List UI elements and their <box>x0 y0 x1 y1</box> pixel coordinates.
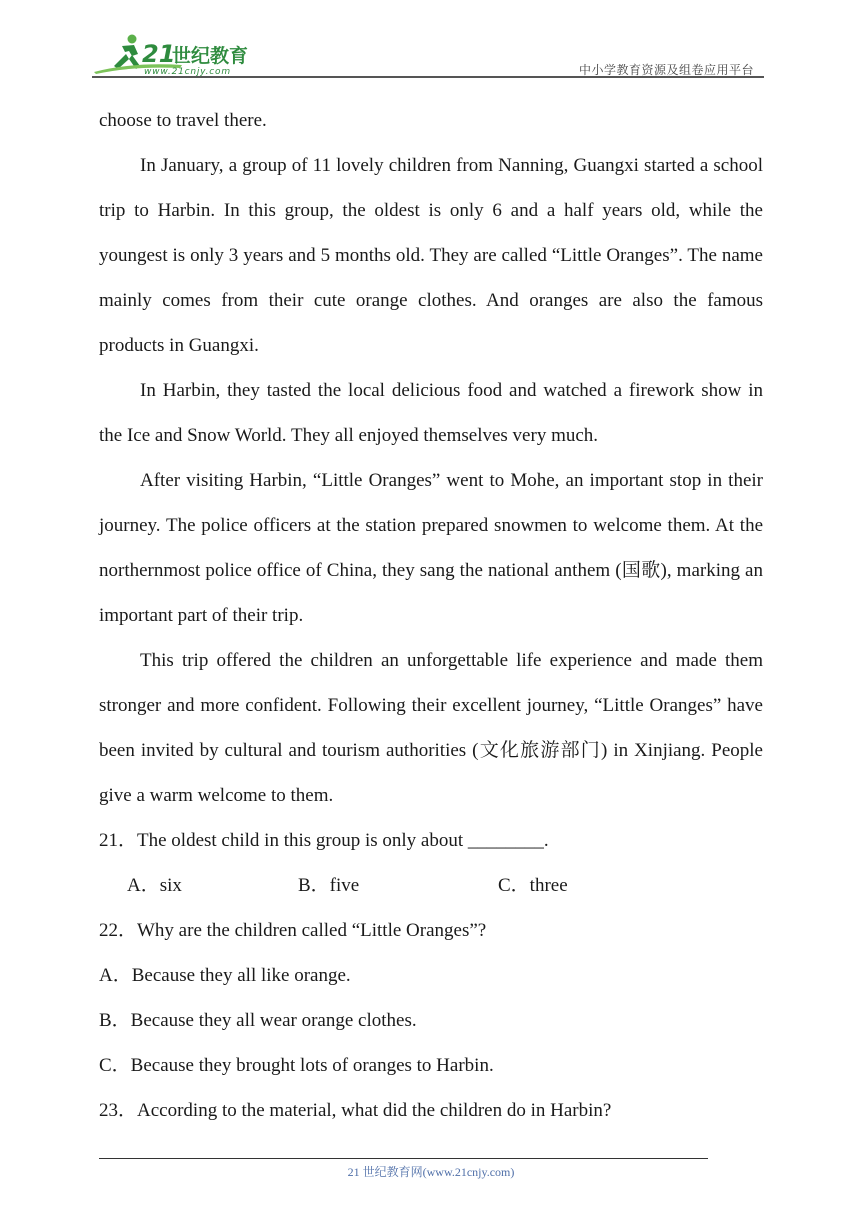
page-content <box>99 98 763 1133</box>
passage-paragraph: This trip offered the children an unforgettable life experience and made them stronger and more confident. Following their excellent journey, “Little Oranges” have been invited by cultural and tourism authorities (文化旅游部门) in Xinjiang. People give a warm welcome to them. <box>99 650 763 806</box>
option-a[interactable]: A．six <box>127 875 182 896</box>
question-22: 22．Why are the children called “Little Oranges”? <box>99 920 487 941</box>
option-c[interactable]: C．Because they brought lots of oranges to Harbin. <box>99 1055 494 1076</box>
passage-paragraph: choose to travel there. <box>99 110 267 131</box>
passage-paragraph: After visiting Harbin, “Little Oranges” went to Mohe, an important stop in their journey. The police officers at the station prepared snowmen to welcome them. At the northernmost police office of China, they sang the national anthem (国歌), marking an important part of their trip. <box>99 470 763 626</box>
page-header <box>92 32 764 80</box>
option-b[interactable]: B．five <box>298 875 360 896</box>
site-logo <box>92 32 267 78</box>
svg-text:www.21cnjy.com: www.21cnjy.com <box>144 67 231 77</box>
passage-paragraph: In Harbin, they tasted the local delicious food and watched a firework show in the Ice and Snow World. They all enjoyed themselves very much. <box>99 380 763 446</box>
option-a[interactable]: A．Because they all like orange. <box>99 965 351 986</box>
svg-text:21: 21 <box>142 40 176 68</box>
option-c[interactable]: C．three <box>498 875 568 896</box>
question-21: 21．The oldest child in this group is only about ________. <box>99 830 549 851</box>
option-b[interactable]: B．Because they all wear orange clothes. <box>99 1010 417 1031</box>
platform-tagline: 中小学教育资源及组卷应用平台 <box>578 63 754 77</box>
question-21-options <box>99 863 763 908</box>
svg-text:世纪教育: 世纪教育 <box>172 45 249 67</box>
passage-paragraph: In January, a group of 11 lovely children from Nanning, Guangxi started a school trip to Harbin. In this group, the oldest is only 6 and a half years old, while the youngest is only 3 years and 5 months old. They are called “Little Oranges”. The name mainly comes from their cute orange clothes. And oranges are also the famous products in Guangxi. <box>99 155 763 356</box>
footer-text[interactable]: 21 世纪教育网(www.21cnjy.com) <box>347 1165 515 1179</box>
question-23: 23．According to the material, what did the children do in Harbin? <box>99 1100 612 1121</box>
footer-rule <box>99 1158 708 1159</box>
